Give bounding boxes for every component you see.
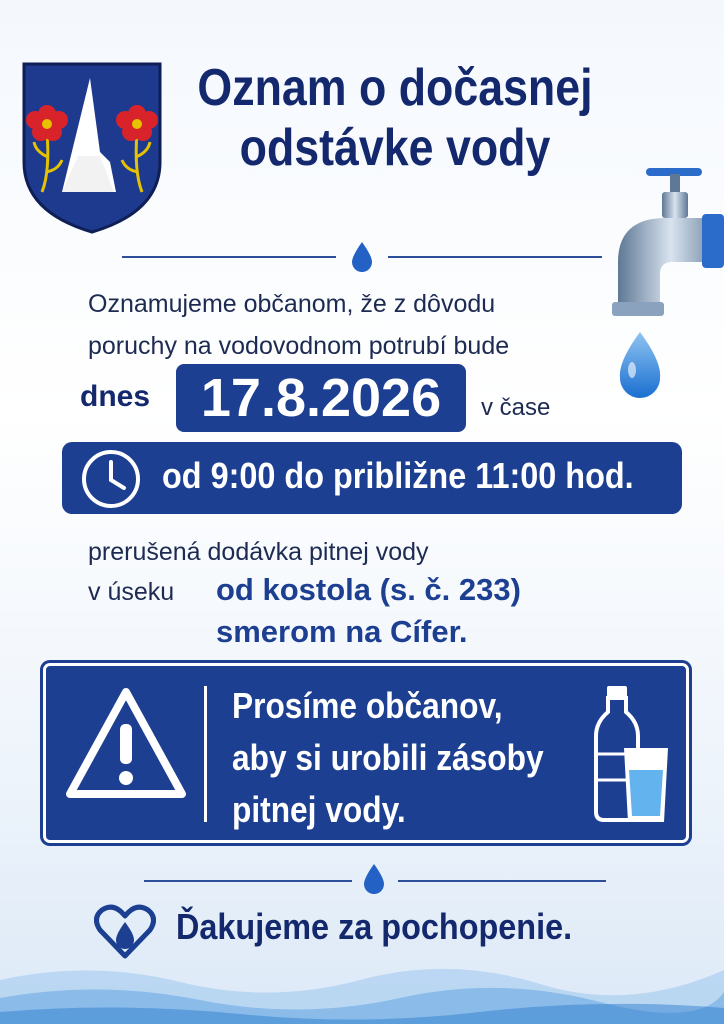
notice-line-3: pitnej vody. bbox=[232, 789, 406, 830]
intro-line-2: poruchy na vodovodnom potrubí bude bbox=[88, 332, 510, 360]
water-drop-icon bbox=[362, 862, 386, 894]
bottom-divider-left bbox=[144, 880, 352, 882]
notice-text bbox=[232, 680, 544, 836]
glass-icon bbox=[620, 744, 672, 826]
clock-icon bbox=[80, 448, 142, 510]
title-line-2: odstávke vody bbox=[239, 119, 551, 177]
water-waves bbox=[0, 940, 724, 1024]
page-title bbox=[180, 58, 610, 178]
date-prefix: dnes bbox=[80, 380, 151, 413]
warning-icon bbox=[64, 684, 188, 802]
notice-line-2: aby si urobili zásoby bbox=[232, 737, 544, 778]
section-direction: smerom na Cífer. bbox=[216, 614, 468, 649]
top-divider-right bbox=[388, 256, 602, 258]
top-divider-left bbox=[122, 256, 336, 258]
time-range: od 9:00 do približne 11:00 hod. bbox=[162, 455, 634, 496]
water-tap-icon bbox=[606, 162, 724, 406]
title-line-1: Oznam o dočasnej bbox=[197, 59, 593, 117]
date-suffix: v čase bbox=[481, 394, 551, 421]
notice-line-1: Prosíme občanov, bbox=[232, 685, 503, 726]
bottom-divider-right bbox=[398, 880, 606, 882]
coat-of-arms bbox=[22, 62, 162, 234]
water-drop-icon bbox=[350, 240, 374, 272]
section-line-1: prerušená dodávka pitnej vody bbox=[88, 538, 429, 566]
date-badge: 17.8.2026 bbox=[176, 364, 466, 432]
notice-divider bbox=[204, 686, 207, 822]
section-from: od kostola (s. č. 233) bbox=[216, 572, 521, 607]
section-line-2-prefix: v úseku bbox=[88, 578, 175, 606]
intro-line-1: Oznamujeme občanom, že z dôvodu bbox=[88, 290, 496, 318]
thanks-text: Ďakujeme za pochopenie. bbox=[176, 906, 573, 947]
